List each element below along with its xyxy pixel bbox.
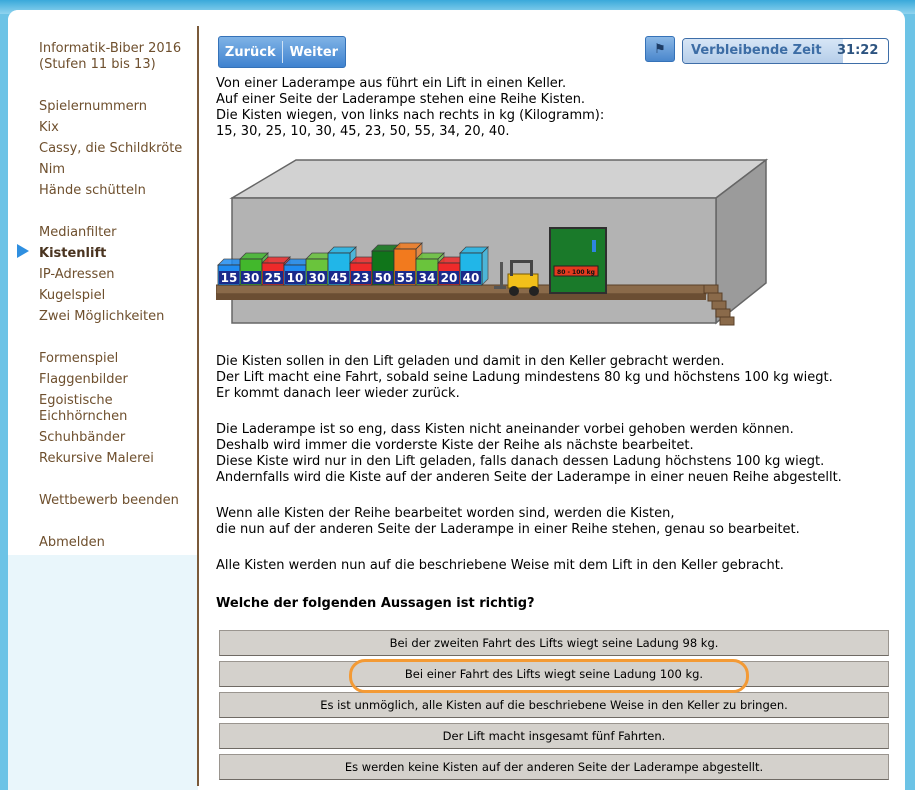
box-weight-label: 34 xyxy=(418,271,436,285)
next-button[interactable]: Weiter xyxy=(289,44,339,60)
box-weight-label: 25 xyxy=(264,271,282,285)
answer-option-5[interactable]: Es werden keine Kisten auf der anderen Seite der Laderampe abgestellt. xyxy=(219,754,889,780)
sidebar-item-eichhoernchen[interactable]: Egoistische Eichhörnchen xyxy=(39,393,128,424)
sidebar-item-spielernummern[interactable]: Spielernummern xyxy=(39,99,147,114)
rules-line: Die Laderampe ist so eng, dass Kisten nicht aneinander vorbei gehoben werden können. xyxy=(216,422,794,437)
answer-option-2[interactable]: Bei einer Fahrt des Lifts wiegt seine Ladung 100 kg. xyxy=(219,661,889,687)
sidebar-item-rekursive-malerei[interactable]: Rekursive Malerei xyxy=(39,451,154,466)
rules-line: die nun auf der anderen Seite der Laderampe in einer Reihe stehen, genau so bearbeitet. xyxy=(216,522,800,537)
back-button[interactable]: Zurück xyxy=(224,44,276,60)
time-label: Verbleibende Zeit xyxy=(691,43,822,58)
box-weight-label: 15 xyxy=(220,271,238,285)
box-weight-label: 30 xyxy=(308,271,326,285)
sidebar-item-haende[interactable]: Hände schütteln xyxy=(39,183,146,198)
rules-line: Die Kisten sollen in den Lift geladen und damit in den Keller gebracht werden. xyxy=(216,354,725,369)
sidebar-footer xyxy=(8,555,198,790)
ramp-edge xyxy=(216,294,706,300)
ramp-platform xyxy=(216,285,706,294)
lift-button xyxy=(592,240,596,252)
intro-line: Die Kisten wiegen, von links nach rechts in kg (Kilogramm): xyxy=(216,108,605,123)
contest-title: Informatik-Biber 2016 (Stufen 11 bis 13) xyxy=(39,41,182,72)
building-roof xyxy=(232,160,766,198)
answer-option-3[interactable]: Es ist unmöglich, alle Kisten auf die beschriebene Weise in den Keller zu bringen. xyxy=(219,692,889,718)
box-weight-label: 40 xyxy=(462,271,480,285)
sidebar-item-schuhbaender[interactable]: Schuhbänder xyxy=(39,430,126,445)
lift-door xyxy=(550,228,606,293)
nav-buttons xyxy=(218,36,346,68)
sidebar-item-cassy[interactable]: Cassy, die Schildkröte xyxy=(39,141,183,156)
rules-line: Andernfalls wird die Kiste auf der anderen Seite der Laderampe in einer neuen Reihe abgestellt. xyxy=(216,470,842,485)
box-weight-label: 55 xyxy=(396,271,414,285)
sidebar-item-flaggenbilder[interactable]: Flaggenbilder xyxy=(39,372,128,387)
sidebar-item-kix[interactable]: Kix xyxy=(39,120,59,135)
intro-text xyxy=(216,76,604,140)
logout-link[interactable]: Abmelden xyxy=(39,535,105,550)
time-value: 31:22 xyxy=(837,43,879,58)
answer-option-1[interactable]: Bei der zweiten Fahrt des Lifts wiegt seine Ladung 98 kg. xyxy=(219,630,889,656)
flag-icon: ⚑ xyxy=(654,41,666,57)
rules-text-3 xyxy=(216,506,800,538)
sidebar-item-formenspiel[interactable]: Formenspiel xyxy=(39,351,119,366)
rules-line: Der Lift macht eine Fahrt, sobald seine Ladung mindestens 80 kg und höchstens 100 kg wiegt. xyxy=(216,370,833,385)
sidebar-item-zwei-moeglichkeiten[interactable]: Zwei Möglichkeiten xyxy=(39,309,165,324)
rules-text-1 xyxy=(216,354,833,402)
sidebar-item-kistenlift[interactable]: Kistenlift xyxy=(39,246,107,261)
rules-line: Diese Kiste wird nur in den Lift geladen, falls danach dessen Ladung höchstens 100 kg wiegt. xyxy=(216,454,825,469)
sidebar-item-medianfilter[interactable]: Medianfilter xyxy=(39,225,117,240)
box-weight-label: 50 xyxy=(374,271,392,285)
end-contest-link[interactable]: Wettbewerb beenden xyxy=(39,493,179,508)
sidebar-item-nim[interactable]: Nim xyxy=(39,162,65,177)
box-weight-label: 10 xyxy=(286,271,304,285)
box-weight-label: 30 xyxy=(242,271,260,285)
sidebar-divider xyxy=(197,26,199,786)
sidebar xyxy=(8,10,198,555)
lift-capacity-label: 80 - 100 kg xyxy=(557,269,595,276)
flag-button[interactable] xyxy=(645,36,675,62)
intro-line: Von einer Laderampe aus führt ein Lift in einen Keller. xyxy=(216,76,567,91)
box-weight-label: 23 xyxy=(352,271,370,285)
rules-line: Er kommt danach leer wieder zurück. xyxy=(216,386,460,401)
loading-ramp-illustration xyxy=(216,158,776,342)
intro-line: Auf einer Seite der Laderampe stehen eine Reihe Kisten. xyxy=(216,92,586,107)
current-task-arrow-icon xyxy=(17,244,29,258)
sidebar-item-ip-adressen[interactable]: IP-Adressen xyxy=(39,267,115,282)
rules-line: Wenn alle Kisten der Reihe bearbeitet worden sind, werden die Kisten, xyxy=(216,506,675,521)
rules-line: Deshalb wird immer die vorderste Kiste der Reihe als nächste bearbeitet. xyxy=(216,438,694,453)
remaining-time xyxy=(682,38,889,64)
box-weight-label: 45 xyxy=(330,271,348,285)
intro-line: 15, 30, 25, 10, 30, 45, 23, 50, 55, 34, 20, 40. xyxy=(216,124,510,139)
rules-text-4: Alle Kisten werden nun auf die beschriebene Weise mit dem Lift in den Keller gebracht. xyxy=(216,558,784,573)
sidebar-item-kugelspiel[interactable]: Kugelspiel xyxy=(39,288,106,303)
question-text: Welche der folgenden Aussagen ist richtig? xyxy=(216,596,535,611)
main-panel xyxy=(8,10,905,790)
box-weight-label: 20 xyxy=(440,271,458,285)
answer-option-4[interactable]: Der Lift macht insgesamt fünf Fahrten. xyxy=(219,723,889,749)
box-12 xyxy=(460,247,488,285)
rules-text-2 xyxy=(216,422,842,486)
